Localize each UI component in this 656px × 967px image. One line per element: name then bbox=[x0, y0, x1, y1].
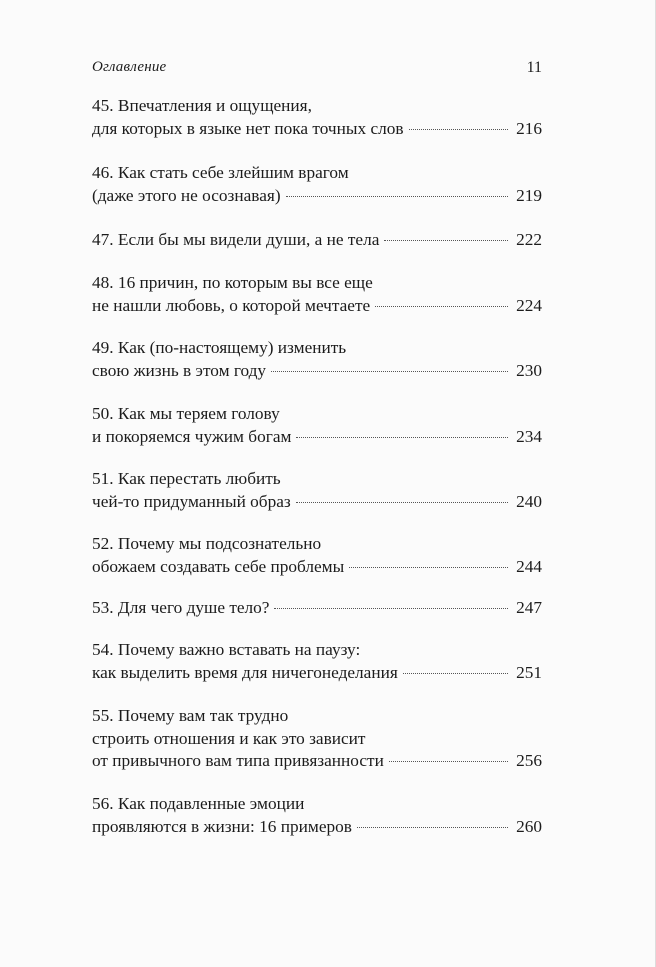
dot-leader bbox=[296, 436, 508, 438]
toc-entry-page: 230 bbox=[516, 360, 542, 380]
toc-entry-page: 224 bbox=[516, 295, 542, 315]
toc-entry-title-line: строить отношения и как это зависит bbox=[92, 728, 366, 748]
dot-leader bbox=[349, 566, 508, 568]
toc-entry-title-line: чей-то придуманный образ bbox=[92, 491, 291, 511]
running-header bbox=[92, 59, 542, 81]
toc-entry-title-line: 56. Как подавленные эмоции bbox=[92, 794, 305, 813]
toc-entry-title-line: 55. Почему вам так трудно bbox=[92, 706, 289, 725]
toc-entry[interactable] bbox=[92, 403, 542, 448]
dot-leader bbox=[403, 672, 508, 674]
toc-entry-title-line: как выделить время для ничегонеделания bbox=[92, 662, 398, 682]
toc-entry-title-line: проявляются в жизни: 16 примеров bbox=[92, 816, 352, 836]
toc-entry-page: 260 bbox=[516, 816, 542, 836]
toc-entry-title-line: 46. Как стать себе злейшим врагом bbox=[92, 163, 349, 182]
dot-leader bbox=[389, 760, 508, 762]
dot-leader bbox=[409, 128, 508, 130]
toc-entry-title-line: 51. Как перестать любить bbox=[92, 469, 281, 488]
toc-entry-title-line: 47. Если бы мы видели души, а не тела bbox=[92, 230, 380, 249]
toc-entry[interactable] bbox=[92, 533, 542, 578]
toc-entry-page: 222 bbox=[516, 230, 542, 249]
dot-leader bbox=[375, 305, 508, 307]
running-title: Оглавление bbox=[92, 59, 167, 75]
toc-entry-title-line: 50. Как мы теряем голову bbox=[92, 404, 280, 423]
toc-entry-title-line: (даже этого не осознавая) bbox=[92, 185, 281, 205]
toc-entry[interactable] bbox=[92, 639, 542, 684]
toc-entry-page: 234 bbox=[516, 426, 542, 446]
toc-entry[interactable] bbox=[92, 793, 542, 838]
toc-entry[interactable] bbox=[92, 705, 542, 773]
toc-entry[interactable] bbox=[92, 95, 542, 140]
toc-entry[interactable] bbox=[92, 468, 542, 513]
page-number: 11 bbox=[526, 59, 542, 76]
toc-entry-page: 219 bbox=[516, 185, 542, 205]
dot-leader bbox=[384, 239, 508, 241]
toc-entry-page: 256 bbox=[516, 751, 542, 770]
toc-entry-title-line: обожаем создавать себе проблемы bbox=[92, 556, 345, 576]
toc-entry-title-line: 54. Почему важно вставать на паузу: bbox=[92, 640, 361, 659]
toc-entry-title-line: 45. Впечатления и ощущения, bbox=[92, 96, 312, 115]
toc-entry[interactable] bbox=[92, 272, 542, 317]
toc-entry-page: 251 bbox=[516, 662, 542, 682]
dot-leader bbox=[274, 607, 508, 609]
toc-entry-page: 244 bbox=[516, 556, 542, 576]
toc-entry-title-line: 53. Для чего душе тело? bbox=[92, 598, 270, 617]
toc-entry[interactable] bbox=[92, 229, 542, 252]
toc-entry-title-line: для которых в языке нет пока точных слов bbox=[92, 118, 404, 138]
dot-leader bbox=[357, 826, 508, 828]
dot-leader bbox=[286, 195, 508, 197]
toc-entry-title-line: и покоряемся чужим богам bbox=[92, 426, 292, 446]
toc-entry-title-line: свою жизнь в этом году bbox=[92, 360, 267, 380]
dot-leader bbox=[296, 501, 508, 503]
toc-entry-title-line: от привычного вам типа привязанности bbox=[92, 751, 384, 770]
toc-entry-title-line: 48. 16 причин, по которым вы все еще bbox=[92, 273, 373, 292]
toc-entry-title-line: 52. Почему мы подсознательно bbox=[92, 534, 322, 553]
toc-entry[interactable] bbox=[92, 337, 542, 382]
toc-entry-page: 247 bbox=[516, 598, 542, 617]
toc-entry-page: 216 bbox=[516, 118, 542, 138]
toc-entry-page: 240 bbox=[516, 491, 542, 511]
dot-leader bbox=[271, 370, 508, 372]
toc-entry-title-line: не нашли любовь, о которой мечтаете bbox=[92, 295, 371, 315]
toc-entry[interactable] bbox=[92, 597, 542, 620]
toc-entry[interactable] bbox=[92, 162, 542, 207]
toc-entry-title-line: 49. Как (по-настоящему) изменить bbox=[92, 338, 347, 357]
